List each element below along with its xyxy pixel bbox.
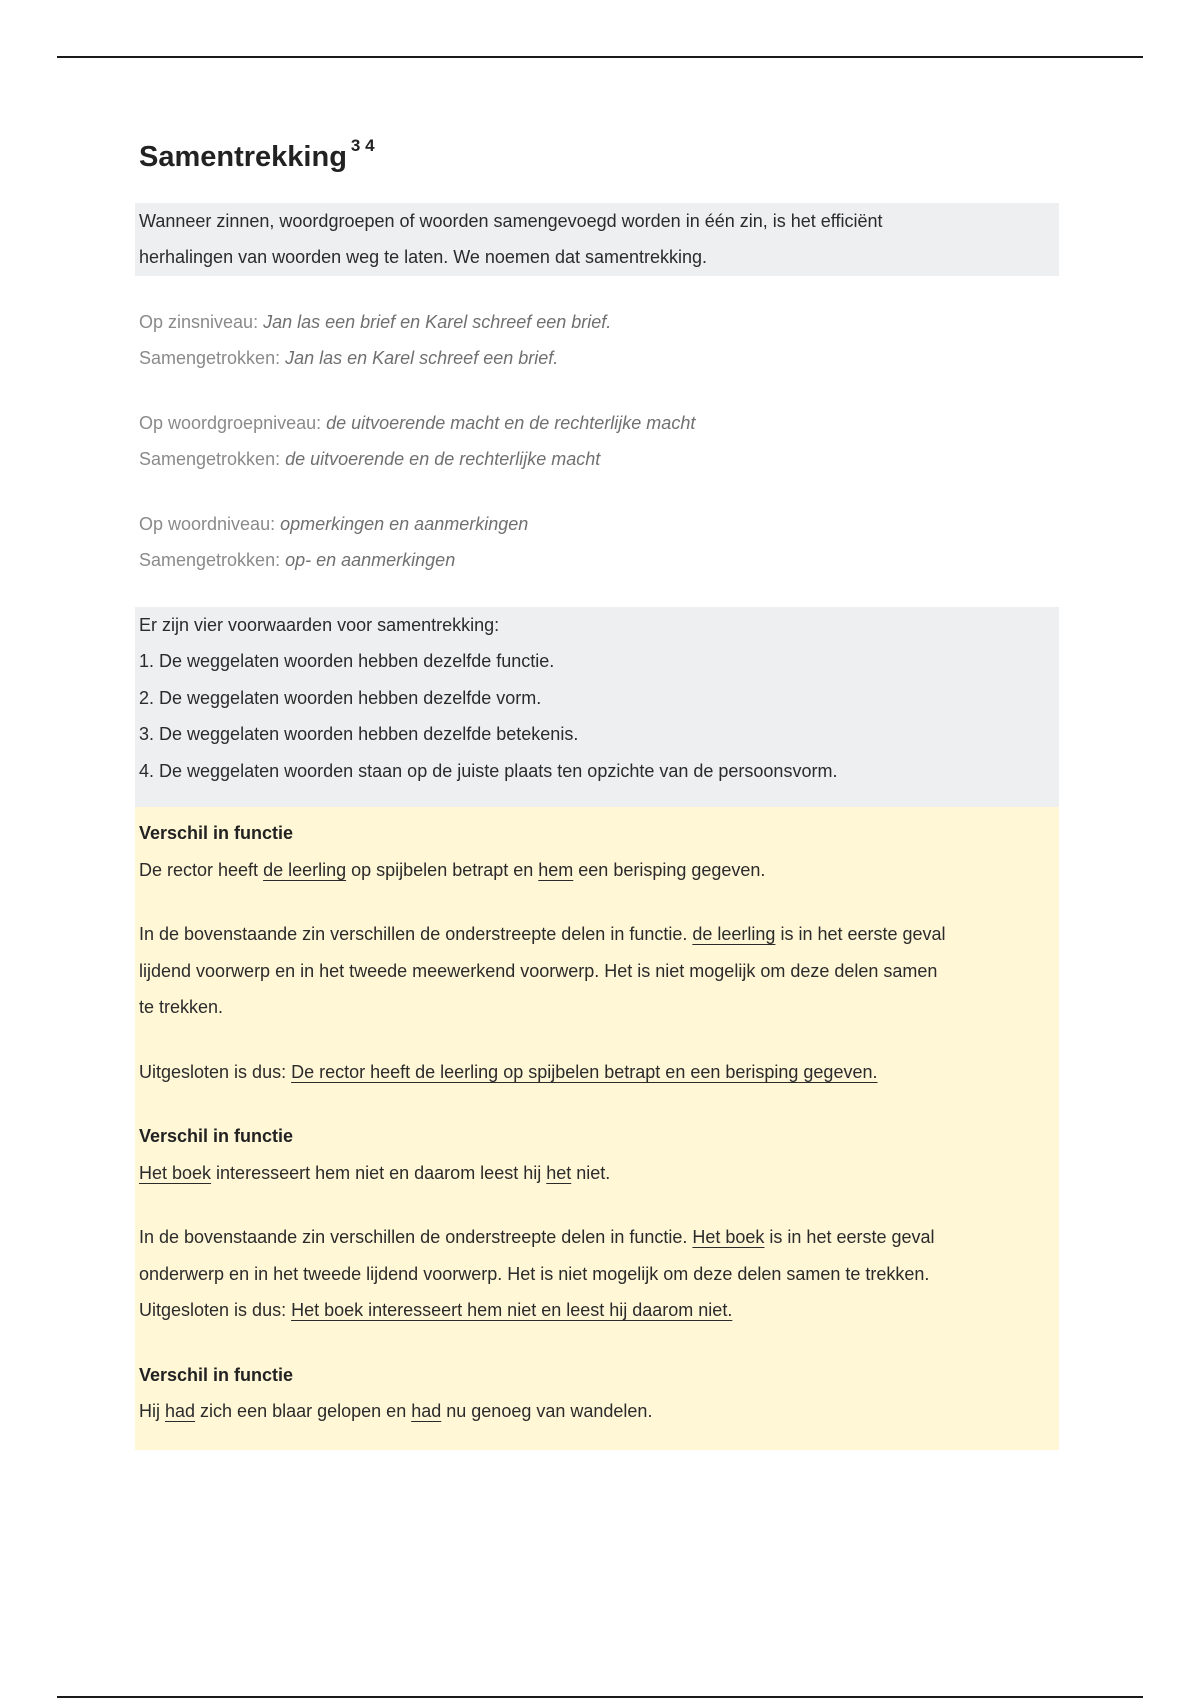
top-rule — [57, 56, 1143, 58]
page-content — [139, 136, 1059, 1450]
conditions-intro: Er zijn vier voorwaarden voor samentrekking: — [139, 614, 500, 635]
page-title: Samentrekking $^{3 4}$ — [139, 136, 375, 173]
example-line: Samengetrokken: de uitvoerende en de rechterlijke macht — [139, 449, 601, 470]
example-sentence: Het boek interesseert hem niet en daarom leest hij het niet. — [139, 1162, 611, 1183]
condition-item: 3. De weggelaten woorden hebben dezelfde betekenis. — [139, 724, 579, 745]
example-sentence: Hij had zich een blaar gelopen en had nu genoeg van wandelen. — [139, 1401, 653, 1422]
condition-item: 4. De weggelaten woorden staan op de juiste plaats ten opzichte van de persoonsvorm. — [139, 760, 838, 781]
example-line: Op woordniveau: opmerkingen en aanmerkingen — [139, 513, 529, 534]
section-heading: Verschil in functie — [139, 1364, 294, 1385]
example-sentence: De rector heeft de leerling op spijbelen betrapt en hem een berisping gegeven. — [139, 859, 766, 880]
bottom-rule — [57, 1696, 1143, 1698]
section-function-1 — [139, 815, 1055, 1090]
section-function-3 — [139, 1357, 1055, 1430]
example-phrase-level — [139, 405, 1059, 478]
explanation-line: In de bovenstaande zin verschillen de onderstreepte delen in functie. Het boek is in het eerste geval — [139, 1227, 935, 1248]
explanation-line: In de bovenstaande zin verschillen de onderstreepte delen in functie. de leerling is in het eerste geval — [139, 924, 946, 945]
explanation-line: onderwerp en in het tweede lijdend voorwerp. Het is niet mogelijk om deze delen samen te trekken. — [139, 1263, 930, 1284]
condition-item: 1. De weggelaten woorden hebben dezelfde functie. — [139, 651, 555, 672]
example-line: Op woordgroepniveau: de uitvoerende macht en de rechterlijke macht — [139, 412, 696, 433]
excluded-sentence: Uitgesloten is dus: Het boek interesseert hem niet en leest hij daarom niet. — [139, 1300, 733, 1321]
intro-line: Wanneer zinnen, woordgroepen of woorden samengevoegd worden in één zin, is het efficiënt — [139, 210, 883, 231]
intro-box — [135, 203, 1059, 276]
example-line: Op zinsniveau: Jan las een brief en Karel schreef een brief. — [139, 311, 612, 332]
section-function-2 — [139, 1118, 1055, 1329]
conditions-box — [135, 607, 1059, 808]
intro-line: herhalingen van woorden weg te laten. We noemen dat samentrekking. — [139, 247, 708, 268]
section-heading: Verschil in functie — [139, 1126, 294, 1147]
section-heading: Verschil in functie — [139, 823, 294, 844]
example-line: Samengetrokken: op- en aanmerkingen — [139, 550, 456, 571]
example-sentence-level — [139, 304, 1059, 377]
example-line: Samengetrokken: Jan las en Karel schreef een brief. — [139, 348, 559, 369]
explanation-line: te trekken. — [139, 997, 224, 1018]
examples-box — [135, 807, 1059, 1450]
example-word-level — [139, 506, 1059, 579]
title-footnote-refs: 3 4 — [350, 136, 375, 156]
condition-item: 2. De weggelaten woorden hebben dezelfde vorm. — [139, 687, 542, 708]
excluded-sentence: Uitgesloten is dus: De rector heeft de leerling op spijbelen betrapt en een berisping gegeven. — [139, 1061, 878, 1082]
explanation-line: lijdend voorwerp en in het tweede meewerkend voorwerp. Het is niet mogelijk om deze delen samen — [139, 960, 938, 981]
